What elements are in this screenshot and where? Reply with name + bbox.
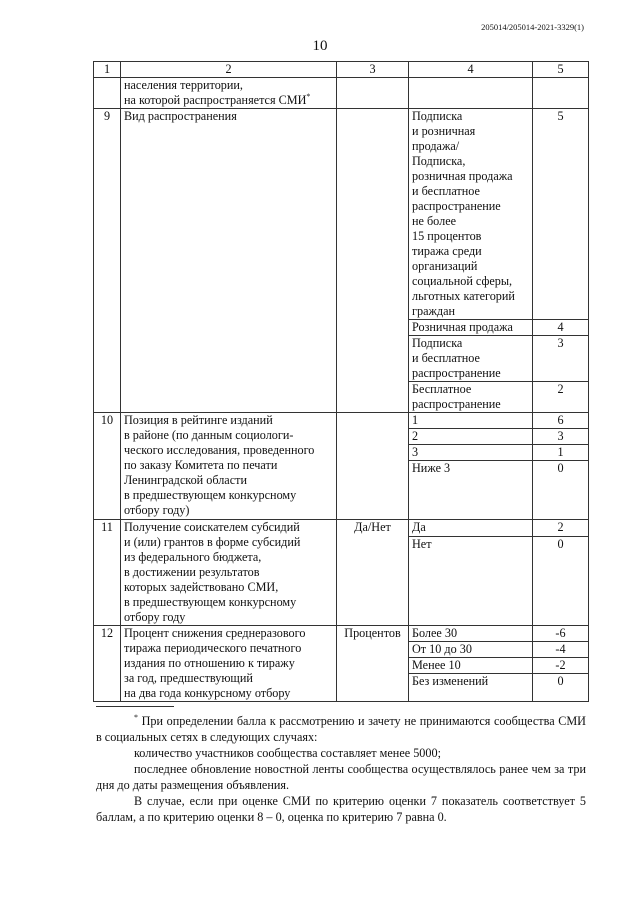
criterion-text: населения территории, на которой распространяется СМИ* <box>121 78 337 109</box>
criterion-text: Получение соискателем субсидий и (или) грантов в форме субсидий из федерального бюджета, в достижении результатов которых задействовано СМИ, в предшествующем конкурсному отбору году <box>121 520 337 626</box>
criterion-text: Вид распространения <box>121 109 337 413</box>
column-header: 3 <box>337 62 409 78</box>
footnote-mark: * <box>134 712 138 722</box>
option-score: 0 <box>533 461 589 520</box>
option-label: Без изменений <box>409 674 533 702</box>
option-score: 2 <box>533 520 589 537</box>
table-row <box>94 520 589 537</box>
option-score: 1 <box>533 445 589 461</box>
option-score: 0 <box>533 674 589 702</box>
unit-cell <box>337 109 409 413</box>
footnote-divider <box>96 706 174 707</box>
option-score: 0 <box>533 537 589 626</box>
unit-cell: Процентов <box>337 626 409 702</box>
footnotes <box>96 713 586 825</box>
table-row <box>94 109 589 320</box>
option-label: Менее 10 <box>409 658 533 674</box>
option-cell <box>409 78 533 109</box>
footnote-paragraph: * При определении балла к рассмотрению и зачету не принимаются сообщества СМИ в социальных сетях в следующих случаях: <box>96 712 586 744</box>
table-row <box>94 78 589 109</box>
option-label: Нет <box>409 537 533 626</box>
option-label: 1 <box>409 413 533 429</box>
option-score: -2 <box>533 658 589 674</box>
option-score: 4 <box>533 320 589 336</box>
table-row <box>94 626 589 642</box>
criterion-number <box>94 78 121 109</box>
option-label: 3 <box>409 445 533 461</box>
option-label: Подписка и бесплатное распространение <box>409 336 533 382</box>
option-label: Бесплатное распространение <box>409 382 533 413</box>
table-row <box>94 413 589 429</box>
unit-cell <box>337 78 409 109</box>
option-score: 6 <box>533 413 589 429</box>
option-label: Розничная продажа <box>409 320 533 336</box>
option-score: -4 <box>533 642 589 658</box>
document-code: 205014/205014-2021-3329(1) <box>481 22 584 32</box>
footnote-mark: * <box>306 91 311 101</box>
unit-cell: Да/Нет <box>337 520 409 626</box>
table-header-row <box>94 62 589 78</box>
option-label: От 10 до 30 <box>409 642 533 658</box>
option-score: 2 <box>533 382 589 413</box>
option-label: Подписка и розничная продажа/ Подписка, розничная продажа и бесплатное распространение не более 15 процентов тиража среди организаций социальной сферы, льготных категорий граждан <box>409 109 533 320</box>
option-label: Более 30 <box>409 626 533 642</box>
unit-cell <box>337 413 409 520</box>
option-label: 2 <box>409 429 533 445</box>
criterion-text: Процент снижения среднеразового тиража периодического печатного издания по отношению к тиражу за год, предшествующий на два года конкурсному отбору <box>121 626 337 702</box>
option-score: 5 <box>533 109 589 320</box>
footnote-paragraph: В случае, если при оценке СМИ по критерию оценки 7 показатель соответствует 5 баллам, а по критерию оценки 8 – 0, оценка по критерию 7 равна 0. <box>96 794 586 824</box>
score-cell <box>533 78 589 109</box>
option-label: Ниже 3 <box>409 461 533 520</box>
option-score: -6 <box>533 626 589 642</box>
footnote-paragraph: последнее обновление новостной ленты сообщества осуществлялось ранее чем за три дня до даты размещения объявления. <box>96 762 586 792</box>
criteria-table <box>93 61 589 702</box>
option-label: Да <box>409 520 533 537</box>
criterion-number: 12 <box>94 626 121 702</box>
column-header: 1 <box>94 62 121 78</box>
criterion-number: 9 <box>94 109 121 413</box>
column-header: 5 <box>533 62 589 78</box>
criterion-text: Позиция в рейтинге изданий в районе (по данным социологи- ческого исследования, проведенного по заказу Комитета по печати Ленинградской области в предшествующем конкурсному отбору году) <box>121 413 337 520</box>
footnote-paragraph: количество участников сообщества составляет менее 5000; <box>134 746 441 760</box>
option-score: 3 <box>533 336 589 382</box>
column-header: 2 <box>121 62 337 78</box>
column-header: 4 <box>409 62 533 78</box>
criterion-number: 10 <box>94 413 121 520</box>
page-number: 10 <box>312 38 328 54</box>
option-score: 3 <box>533 429 589 445</box>
criterion-number: 11 <box>94 520 121 626</box>
